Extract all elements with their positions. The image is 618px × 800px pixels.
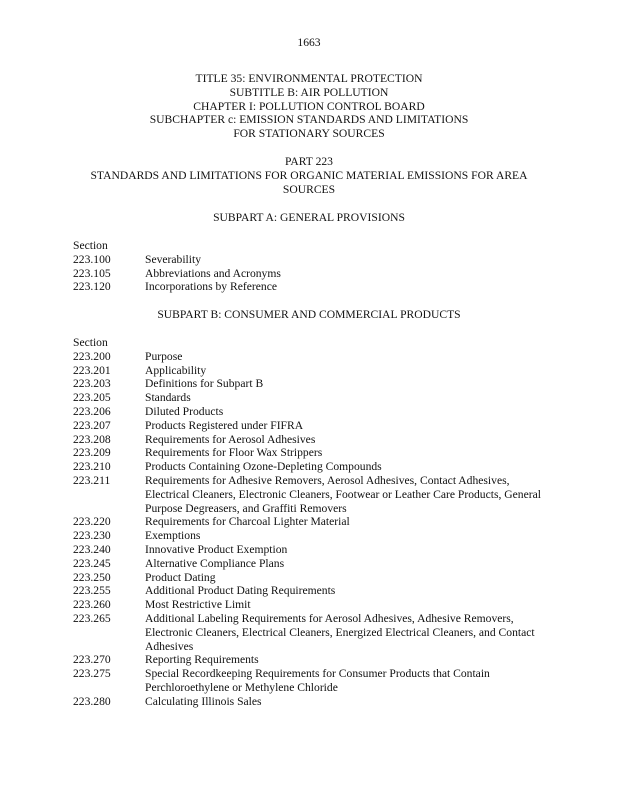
section-entry [73, 695, 543, 709]
subchapter-line-continued: FOR STATIONARY SOURCES [233, 127, 385, 141]
section-number: 223.208 [73, 432, 111, 446]
subpart-b-title: SUBPART B: CONSUMER AND COMMERCIAL PRODUCTS [157, 308, 461, 321]
section-entry [73, 474, 543, 515]
section-number: 223.260 [73, 598, 111, 612]
section-title: Purpose [145, 349, 183, 363]
section-title: Exemptions [145, 529, 201, 543]
subpart-b-section-list [73, 336, 543, 709]
section-title: Requirements for Floor Wax Strippers [145, 446, 323, 460]
section-title: Additional Labeling Requirements for Aerosol Adhesives, Adhesive Removers, Electronic Cleaners, Electrical Cleaners, Energized Electrical Cleaners, and Contact Adhesives [145, 611, 535, 653]
section-entry [73, 405, 543, 419]
section-title: Special Recordkeeping Requirements for Consumer Products that Contain Perchloroethylene or Methylene Chloride [145, 667, 490, 694]
section-title: Severability [145, 252, 202, 266]
section-number: 223.105 [73, 266, 111, 280]
section-entry [73, 253, 543, 267]
section-entry [73, 571, 543, 585]
section-entry [73, 557, 543, 571]
section-entry [73, 391, 543, 405]
section-number: 223.270 [73, 653, 111, 667]
section-title: Standards [145, 391, 191, 405]
section-title: Products Containing Ozone-Depleting Compounds [145, 460, 382, 474]
section-number: 223.280 [73, 694, 111, 708]
section-entry [73, 515, 543, 529]
section-entry [73, 584, 543, 598]
section-title: Products Registered under FIFRA [145, 418, 304, 432]
section-entry [73, 419, 543, 433]
section-number: 223.211 [73, 473, 111, 487]
section-number: 223.220 [73, 515, 111, 529]
section-entry [73, 653, 543, 667]
chapter-line: CHAPTER I: POLLUTION CONTROL BOARD [193, 99, 425, 113]
part-label: PART 223 [285, 155, 333, 168]
part-title: STANDARDS AND LIMITATIONS FOR ORGANIC MATERIAL EMISSIONS FOR AREA SOURCES [90, 168, 528, 196]
section-number: 223.245 [73, 556, 111, 570]
subchapter-line: SUBCHAPTER c: EMISSION STANDARDS AND LIMITATIONS [149, 113, 469, 127]
section-title: Reporting Requirements [145, 653, 259, 667]
section-title: Alternative Compliance Plans [145, 556, 285, 570]
section-entry [73, 364, 543, 378]
section-entry [73, 460, 543, 474]
subtitle-line: SUBTITLE B: AIR POLLUTION [229, 85, 389, 99]
section-title: Incorporations by Reference [145, 280, 277, 294]
section-number: 223.207 [73, 418, 111, 432]
section-title: Applicability [145, 363, 207, 377]
section-entry [73, 267, 543, 281]
section-title: Product Dating [145, 570, 216, 584]
section-entry [73, 529, 543, 543]
section-number: 223.100 [73, 252, 111, 266]
section-title: Innovative Product Exemption [145, 542, 288, 556]
section-number: 223.230 [73, 529, 111, 543]
subpart-a-section-list [73, 239, 543, 294]
section-title: Abbreviations and Acronyms [145, 266, 281, 280]
section-number: 223.205 [73, 391, 111, 405]
section-number: 223.240 [73, 542, 111, 556]
section-title: Requirements for Aerosol Adhesives [145, 432, 316, 446]
section-number: 223.210 [73, 460, 111, 474]
section-number: 223.250 [73, 570, 111, 584]
section-number: 223.203 [73, 377, 111, 391]
section-title: Additional Product Dating Requirements [145, 584, 336, 598]
section-column-label: Section [73, 336, 108, 349]
section-entry [73, 350, 543, 364]
section-number: 223.206 [73, 404, 111, 418]
section-title: Requirements for Adhesive Removers, Aerosol Adhesives, Contact Adhesives, Electrical Cleaners, Electronic Cleaners, Footwear or Leather Care Products, General Purpose Degreasers, and Graffiti Removers [145, 473, 541, 515]
section-entry [73, 433, 543, 447]
part-header [0, 155, 618, 196]
section-number: 223.200 [73, 349, 111, 363]
section-entry [73, 280, 543, 294]
subpart-a-title: SUBPART A: GENERAL PROVISIONS [213, 211, 405, 224]
section-number: 223.201 [73, 363, 111, 377]
document-header [0, 72, 618, 141]
section-entry [73, 543, 543, 557]
section-number: 223.120 [73, 280, 111, 294]
section-number: 223.209 [73, 446, 111, 460]
section-column-label: Section [73, 239, 108, 252]
section-title: Requirements for Charcoal Lighter Material [145, 515, 350, 529]
section-title: Most Restrictive Limit [145, 598, 251, 612]
section-entry [73, 667, 543, 695]
section-entry [73, 446, 543, 460]
section-entry [73, 598, 543, 612]
section-number: 223.255 [73, 584, 111, 598]
title-line: TITLE 35: ENVIRONMENTAL PROTECTION [195, 72, 423, 85]
section-entry [73, 377, 543, 391]
section-title: Diluted Products [145, 404, 224, 418]
section-number: 223.265 [73, 611, 111, 625]
section-number: 223.275 [73, 667, 111, 681]
section-title: Calculating Illinois Sales [145, 694, 262, 708]
section-title: Definitions for Subpart B [145, 377, 264, 391]
section-entry [73, 612, 543, 653]
page-number: 1663 [297, 36, 321, 49]
